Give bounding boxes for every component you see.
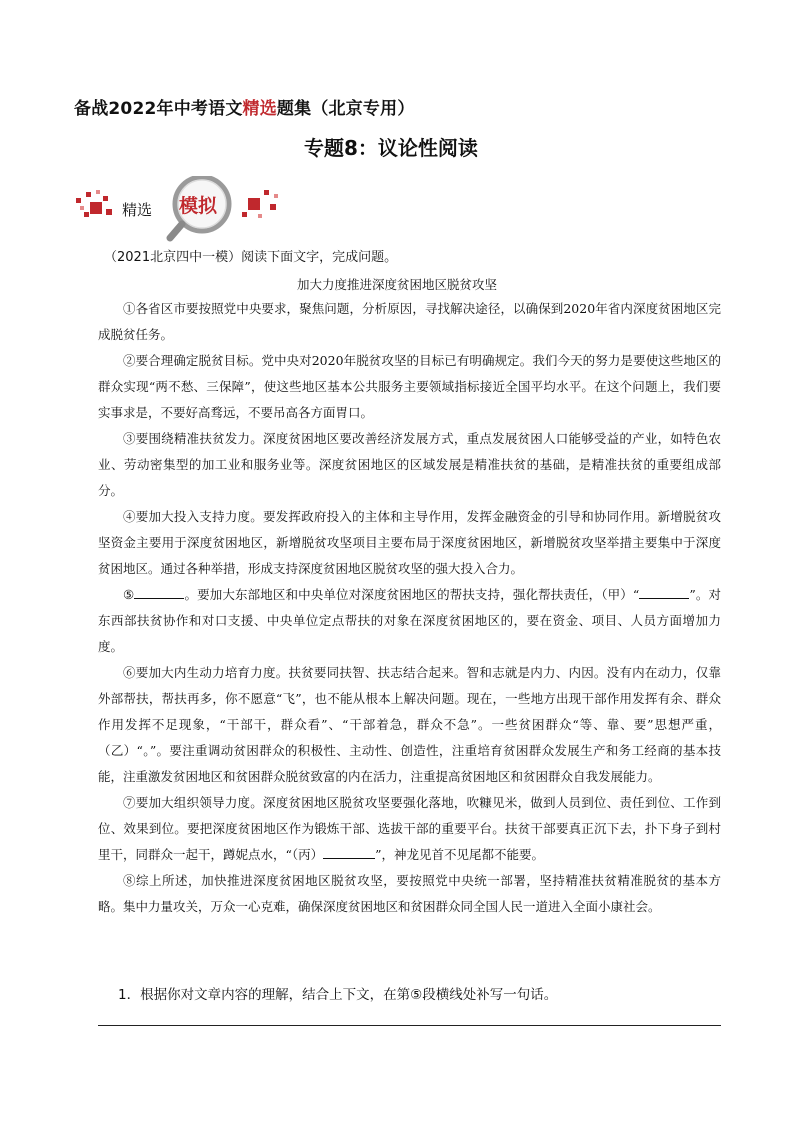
fill-blank-bing[interactable] xyxy=(323,845,375,859)
magnifier-icon xyxy=(72,176,282,242)
badge-left-label: 精选 xyxy=(122,201,153,219)
paragraph-8: ⑧综上所述，加快推进深度贫困地区脱贫攻坚，要按照党中央统一部署，坚持精准扶贫精准脱贫的基本方略。集中力量攻关，万众一心克难，确保深度贫困地区和贫困群众同全国人民一道进入全面小康社会。 xyxy=(98,873,721,914)
fill-blank-jia[interactable] xyxy=(639,585,689,599)
paragraph-5-text-b: ”。对东西部扶贫协作和对口支援、中央单位定点帮扶的对象在深度贫困地区的，要在资金、项目、人员方面增加力度。 xyxy=(98,587,721,654)
badge-right-label: 模拟 xyxy=(179,195,218,217)
paragraph-4: ④要加大投入支持力度。要发挥政府投入的主体和主导作用，发挥金融资金的引导和协同作用。新增脱贫攻坚资金主要用于深度贫困地区，新增脱贫攻坚项目主要布局于深度贫困地区，新增脱贫攻坚举措主要集中于深度贫困地区。通过各种举措，形成支持深度贫困地区脱贫攻坚的强大投入合力。 xyxy=(98,509,721,576)
topic-title: 专题8：议论性阅读 xyxy=(304,136,478,160)
paragraph-5 xyxy=(98,582,721,660)
paragraph-3: ③要围绕精准扶贫发力。深度贫困地区要改善经济发展方式，重点发展贫困人口能够受益的产业，如特色农业、劳动密集型的加工业和服务业等。深度贫困地区的区域发展是精准扶贫的基础，是精准扶贫的重要组成部分。 xyxy=(98,431,721,498)
paragraph-7-text-a: ⑦要加大组织领导力度。深度贫困地区脱贫攻坚要强化落地，吹糠见米，做到人员到位、责任到位、工作到位、效果到位。要把深度贫困地区作为锻炼干部、选拔干部的重要平台。扶贫干部要真正沉下去，扑下身子到村里干，同群众一起干，蹲妮点水，“（丙） xyxy=(98,795,721,862)
section-badge xyxy=(72,176,282,242)
collection-title xyxy=(74,94,415,119)
paragraph-6: ⑥要加大内生动力培育力度。扶贫要同扶智、扶志结合起来。智和志就是内力、内因。没有内在动力，仅靠外部帮扶，帮扶再多，你不愿意“飞”，也不能从根本上解决问题。现在，一些地方出现干部作用发挥有余、群众作用发挥不足现象，“干部干，群众看”、“干部着急，群众不急”。一些贫困群众“等、靠、要”思想严重，（乙）“。”。要注重调动贫困群众的积极性、主动性、创造性，注重培育贫困群众发展生产和务工经商的基本技能，注重激发贫困地区和贫困群众脱贫致富的内在活力，注重提高贫困地区和贫困群众自我发展能力。 xyxy=(98,665,721,784)
collection-title-prefix: 备战2022年中考语文 xyxy=(74,99,243,119)
paragraph-2: ②要合理确定脱贫目标。党中央对2020年脱贫攻坚的目标已有明确规定。我们今天的努力是要使这些地区的群众实现“两不愁、三保障”，使这些地区基本公共服务主要领域指标接近全国平均水平。在这个问题上，我们要实事求是，不要好高骛远，不要吊高各方面胃口。 xyxy=(98,353,721,420)
fill-blank-5[interactable] xyxy=(134,585,184,599)
paragraph-7-text-b: ”，神龙见首不见尾都不能要。 xyxy=(375,847,545,862)
paragraph-7 xyxy=(98,790,721,868)
article-title: 加大力度推进深度贫困地区脱贫攻坚 xyxy=(296,277,497,292)
paragraph-1: ①各省区市要按照党中央要求，聚焦问题，分析原因，寻找解决途径，以确保到2020年省内深度贫困地区完成脱贫任务。 xyxy=(98,301,721,342)
collection-title-suffix: 题集（北京专用） xyxy=(276,99,415,119)
article-body xyxy=(98,296,721,920)
paragraph-5-text-a: 。要加大东部地区和中央单位对深度贫困地区的帮扶支持，强化帮扶责任，（甲）“ xyxy=(184,587,640,602)
question-1: 1．根据你对文章内容的理解，结合上下文，在第⑤段横线处补写一句话。 xyxy=(118,987,558,1003)
collection-title-highlight: 精选 xyxy=(242,99,277,119)
paragraph-5-number: ⑤ xyxy=(123,587,135,602)
source-line: （2021北京四中一模）阅读下面文字，完成问题。 xyxy=(104,250,398,265)
answer-line[interactable] xyxy=(98,1025,721,1026)
